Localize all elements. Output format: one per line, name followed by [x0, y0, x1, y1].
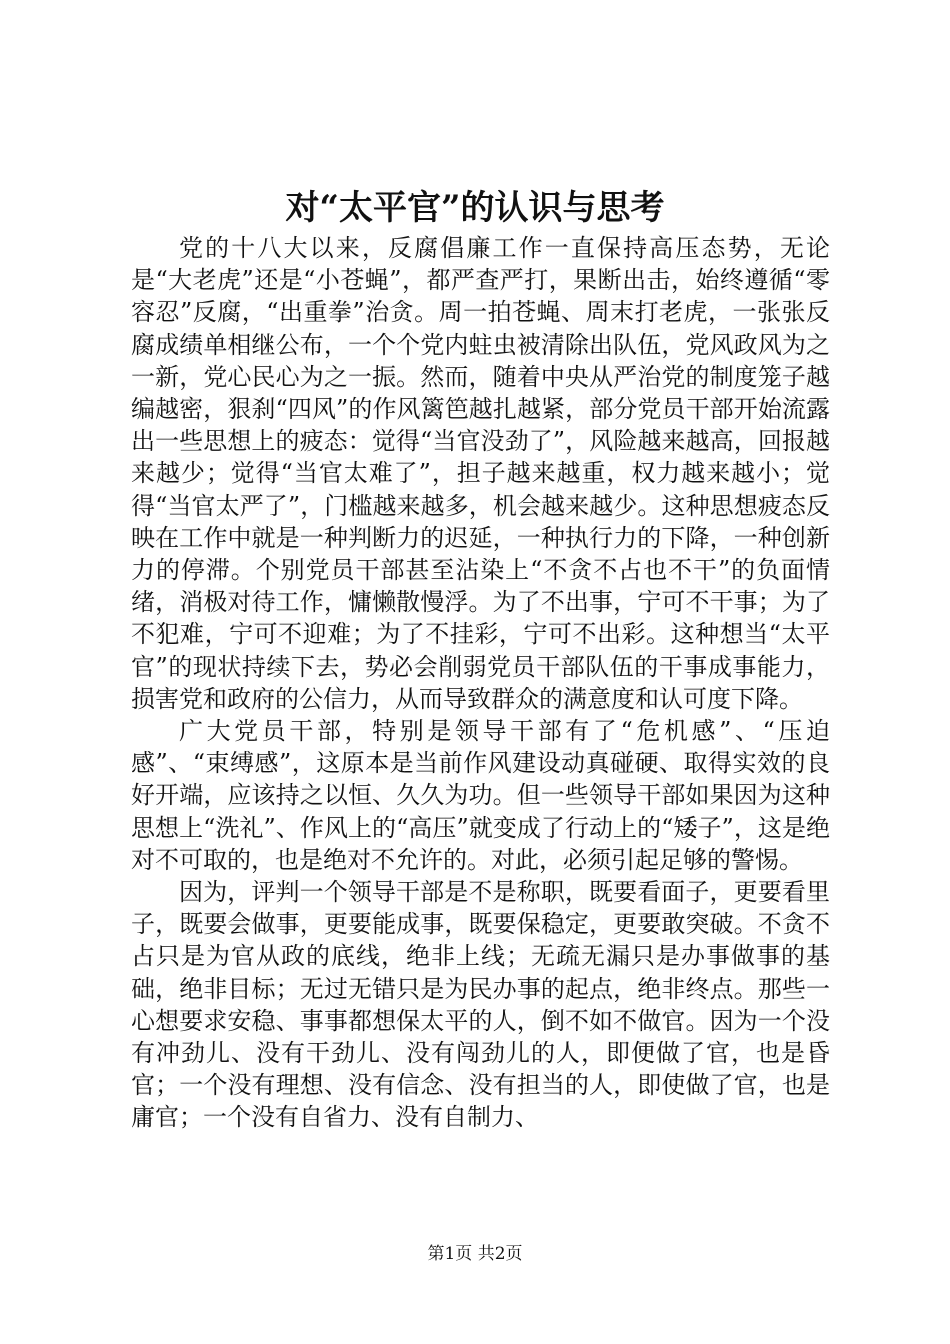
document-body	[131, 232, 830, 1134]
paragraph-1: 党的十八大以来，反腐倡廉工作一直保持高压态势，无论是“大老虎”还是“小苍蝇”，都严查严打，果断出击，始终遵循“零容忍”反腐，“出重拳”治贪。周一拍苍蝇、周末打老虎，一张张反腐成绩单相继公布，一个个党内蛀虫被清除出队伍，党风政风为之一新，党心民心为之一振。然而，随着中央从严治党的制度笼子越编越密，狠刹“四风”的作风篱笆越扎越紧，部分党员干部开始流露出一些思想上的疲态：觉得“当官没劲了”，风险越来越高，回报越来越少；觉得“当官太难了”，担子越来越重，权力越来越小；觉得“当官太严了”，门槛越来越多，机会越来越少。这种思想疲态反映在工作中就是一种判断力的迟延，一种执行力的下降，一种创新力的停滞。个别党员干部甚至沾染上“不贪不占也不干”的负面情绪，消极对待工作，慵懒散慢浮。为了不出事，宁可不干事；为了不犯难，宁可不迎难；为了不挂彩，宁可不出彩。这种想当“太平官”的现状持续下去，势必会削弱党员干部队伍的干事成事能力，损害党和政府的公信力，从而导致群众的满意度和认可度下降。	[131, 234, 830, 713]
paragraph-2: 广大党员干部，特别是领导干部有了“危机感”、“压迫感”、“束缚感”，这原本是当前作风建设动真碰硬、取得实效的良好开端，应该持之以恒、久久为功。但一些领导干部如果因为这种思想上“洗礼”、作风上的“高压”就变成了行动上的“矮子”，这是绝对不可取的，也是绝对不允许的。对此，必须引起足够的警惕。	[131, 717, 830, 874]
paragraph-3: 因为，评判一个领导干部是不是称职，既要看面子，更要看里子，既要会做事，更要能成事，既要保稳定，更要敢突破。不贪不占只是为官从政的底线，绝非上线；无疏无漏只是办事做事的基础，绝非目标；无过无错只是为民办事的起点，绝非终点。那些一心想要求安稳、事事都想保太平的人，倒不如不做官。因为一个没有冲劲儿、没有干劲儿、没有闯劲儿的人，即便做了官，也是昏官；一个没有理想、没有信念、没有担当的人，即使做了官，也是庸官；一个没有自省力、没有自制力、	[131, 878, 830, 1132]
page-footer: 第1页 共2页	[427, 1244, 523, 1264]
document-title: 对“太平官”的认识与思考	[285, 188, 665, 228]
